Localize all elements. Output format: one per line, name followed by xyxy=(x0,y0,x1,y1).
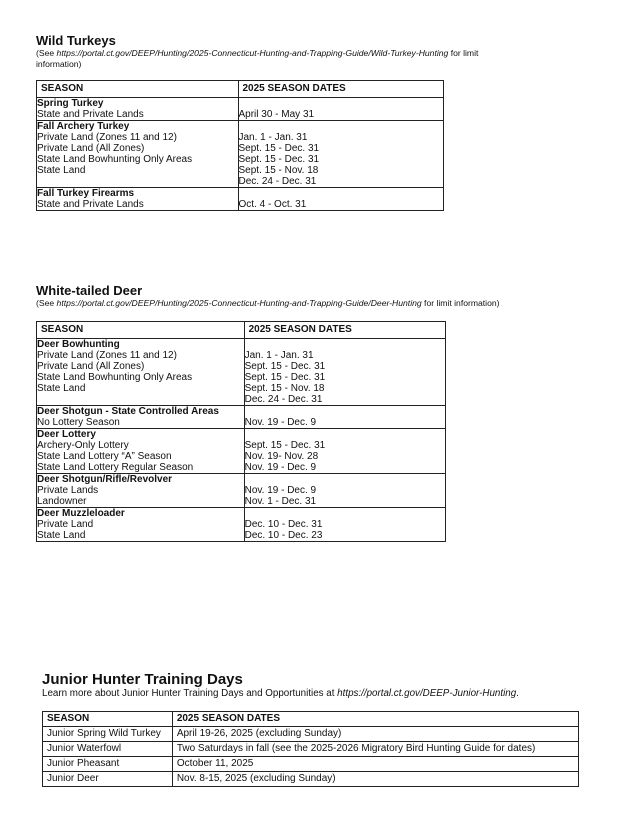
table-row xyxy=(37,350,446,361)
dates-text-2: Dec. 24 - Dec. 31 xyxy=(244,394,323,405)
deer-section xyxy=(36,283,626,309)
header-dates: 2025 SEASON DATES xyxy=(238,81,444,98)
turkey-section xyxy=(36,33,626,69)
season-cell: Junior Pheasant xyxy=(43,757,173,772)
dates-text-2: Dec. 24 - Dec. 31 xyxy=(238,176,317,187)
season-cell: State Land xyxy=(37,383,245,406)
dates-cell xyxy=(244,417,445,429)
dates-text: Nov. 19 - Dec. 9 xyxy=(244,485,317,496)
season-cell: State Land Bowhunting Only Areas xyxy=(37,372,245,383)
dates-cell: Nov. 8-15, 2025 (excluding Sunday) xyxy=(172,772,578,787)
group-name: Deer Muzzleloader xyxy=(37,508,245,520)
group-blank xyxy=(244,429,445,441)
dates-text: Nov. 19 - Dec. 9 xyxy=(244,417,317,428)
season-cell: Private Lands xyxy=(37,485,245,496)
table-row xyxy=(43,742,579,757)
table-row xyxy=(37,199,444,211)
header-dates: 2025 SEASON DATES xyxy=(244,322,445,339)
turkey-note: (See https://portal.ct.gov/DEEP/Hunting/2025-Connecticut-Hunting-and-Trapping-Guide/Wild-Turkey-Hunting for limit information) xyxy=(36,48,479,69)
group-row xyxy=(37,406,446,418)
season-cell: Landowner xyxy=(37,496,245,508)
season-cell: Private Land (All Zones) xyxy=(37,361,245,372)
deer-link[interactable]: https://portal.ct.gov/DEEP/Hunting/2025-Connecticut-Hunting-and-Trapping-Guide/Deer-Hunting xyxy=(56,298,422,308)
season-cell: Junior Waterfowl xyxy=(43,742,173,757)
header-dates: 2025 SEASON DATES xyxy=(172,712,578,727)
header-row xyxy=(37,81,444,98)
dates-cell xyxy=(244,462,445,474)
dates-text: Sept. 15 - Nov. 18 xyxy=(238,165,319,176)
turkey-link[interactable]: https://portal.ct.gov/DEEP/Hunting/2025-Connecticut-Hunting-and-Trapping-Guide/Wild-Turkey-Hunting xyxy=(56,48,449,58)
dates-text: April 30 - May 31 xyxy=(238,109,315,120)
dates-text: Nov. 1 - Dec. 31 xyxy=(244,496,317,507)
dates-cell xyxy=(244,530,445,542)
dates-text: Nov. 19 - Dec. 9 xyxy=(244,462,317,473)
dates-cell xyxy=(238,199,444,211)
table-row xyxy=(37,519,446,530)
junior-note: Learn more about Junior Hunter Training Days and Opportunities at https://portal.ct.gov/DEEP-Junior-Hunting. xyxy=(42,688,519,699)
season-cell: State Land xyxy=(37,165,239,188)
dates-cell xyxy=(244,383,445,406)
header-season: SEASON xyxy=(43,712,173,727)
deer-note: (See https://portal.ct.gov/DEEP/Hunting/2025-Connecticut-Hunting-and-Trapping-Guide/Deer-Hunting for limit information) xyxy=(36,298,500,308)
header-row xyxy=(43,712,579,727)
table-row xyxy=(37,530,446,542)
dates-cell xyxy=(244,440,445,451)
table-row xyxy=(37,485,446,496)
turkey-table xyxy=(36,80,444,211)
group-row xyxy=(37,339,446,351)
dates-cell xyxy=(238,165,444,188)
group-blank xyxy=(238,98,444,110)
table-row xyxy=(37,462,446,474)
table-row xyxy=(43,727,579,742)
dates-text: Sept. 15 - Dec. 31 xyxy=(238,143,320,154)
dates-text: Jan. 1 - Jan. 31 xyxy=(238,132,308,143)
group-row xyxy=(37,98,444,110)
season-cell: Private Land (Zones 11 and 12) xyxy=(37,132,239,143)
group-row xyxy=(37,508,446,520)
dates-cell xyxy=(244,496,445,508)
group-row xyxy=(37,474,446,486)
dates-text: Sept. 15 - Nov. 18 xyxy=(244,383,325,394)
table-row xyxy=(37,417,446,429)
dates-text: Oct. 4 - Oct. 31 xyxy=(238,199,307,210)
header-season: SEASON xyxy=(37,322,245,339)
season-cell: Private Land (Zones 11 and 12) xyxy=(37,350,245,361)
group-blank xyxy=(238,188,444,200)
dates-text: Sept. 15 - Dec. 31 xyxy=(244,372,326,383)
group-row xyxy=(37,188,444,200)
group-name: Fall Turkey Firearms xyxy=(37,188,239,200)
group-row xyxy=(37,429,446,441)
header-season: SEASON xyxy=(37,81,239,98)
group-name: Fall Archery Turkey xyxy=(37,121,239,133)
table-row xyxy=(37,361,446,372)
dates-text: Nov. 19- Nov. 28 xyxy=(244,451,319,462)
dates-cell: Two Saturdays in fall (see the 2025-2026 Migratory Bird Hunting Guide for dates) xyxy=(172,742,578,757)
season-cell: No Lottery Season xyxy=(37,417,245,429)
season-cell: State and Private Lands xyxy=(37,109,239,121)
table-row xyxy=(37,154,444,165)
table-row xyxy=(37,132,444,143)
season-cell: State Land Lottery Regular Season xyxy=(37,462,245,474)
junior-section xyxy=(42,671,622,700)
group-blank xyxy=(244,339,445,351)
junior-table xyxy=(42,711,579,787)
group-name: Deer Lottery xyxy=(37,429,245,441)
table-row xyxy=(37,383,446,406)
group-blank xyxy=(238,121,444,133)
table-row xyxy=(37,109,444,121)
season-cell: State Land Bowhunting Only Areas xyxy=(37,154,239,165)
header-row xyxy=(37,322,446,339)
season-cell: State Land Lottery “A” Season xyxy=(37,451,245,462)
deer-table xyxy=(36,321,446,542)
dates-text: Jan. 1 - Jan. 31 xyxy=(244,350,314,361)
table-row xyxy=(37,440,446,451)
dates-cell xyxy=(244,361,445,372)
group-name: Deer Bowhunting xyxy=(37,339,245,351)
dates-cell xyxy=(244,485,445,496)
junior-title: Junior Hunter Training Days xyxy=(42,671,243,688)
dates-cell xyxy=(238,109,444,121)
dates-text: Sept. 15 - Dec. 31 xyxy=(244,440,326,451)
table-row xyxy=(37,165,444,188)
dates-cell xyxy=(238,132,444,143)
junior-link[interactable]: https://portal.ct.gov/DEEP-Junior-Hunting xyxy=(337,688,517,699)
table-row xyxy=(37,451,446,462)
group-row xyxy=(37,121,444,133)
season-cell: State and Private Lands xyxy=(37,199,239,211)
dates-text: Sept. 15 - Dec. 31 xyxy=(244,361,326,372)
group-name: Spring Turkey xyxy=(37,98,239,110)
dates-cell: October 11, 2025 xyxy=(172,757,578,772)
season-cell: Private Land xyxy=(37,519,245,530)
season-cell: Archery-Only Lottery xyxy=(37,440,245,451)
season-cell: Private Land (All Zones) xyxy=(37,143,239,154)
dates-text: Dec. 10 - Dec. 31 xyxy=(244,519,323,530)
turkey-title: Wild Turkeys xyxy=(36,33,116,48)
table-row xyxy=(43,772,579,787)
dates-cell xyxy=(244,350,445,361)
deer-title: White-tailed Deer xyxy=(36,283,143,298)
group-blank xyxy=(244,474,445,486)
table-row xyxy=(43,757,579,772)
dates-cell xyxy=(238,154,444,165)
season-cell: Junior Deer xyxy=(43,772,173,787)
season-cell: State Land xyxy=(37,530,245,542)
season-cell: Junior Spring Wild Turkey xyxy=(43,727,173,742)
dates-text: Sept. 15 - Dec. 31 xyxy=(238,154,320,165)
dates-cell xyxy=(244,519,445,530)
group-blank xyxy=(244,406,445,418)
group-blank xyxy=(244,508,445,520)
table-row xyxy=(37,143,444,154)
dates-cell xyxy=(244,451,445,462)
dates-text: Dec. 10 - Dec. 23 xyxy=(244,530,323,541)
group-name: Deer Shotgun/Rifle/Revolver xyxy=(37,474,245,486)
table-row xyxy=(37,372,446,383)
group-name: Deer Shotgun - State Controlled Areas xyxy=(37,406,245,418)
table-row xyxy=(37,496,446,508)
dates-cell xyxy=(244,372,445,383)
dates-cell xyxy=(238,143,444,154)
dates-cell: April 19-26, 2025 (excluding Sunday) xyxy=(172,727,578,742)
